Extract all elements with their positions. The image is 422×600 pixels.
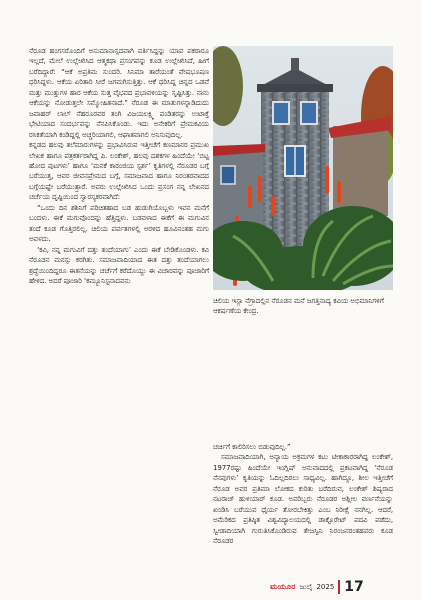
paragraph: ಕನ್ನಡದ ಹಲವು ತಲೆಮಾರುಗಳನ್ನು ಪ್ರಭಾವಿಸಿರುವ ಇತ್ತೀಚೆಗೆ ಕಣಮಾನರ ಪ್ರಮುಖ ಲೇಖಕ ಹಾಗೂ ಪತ್ರಕರ್ತರಾಗಿದ್ದ ಪಿ. ಲಂಕೇಶ್, ಹಲವು ದಶಕಗಳ ಹಿಂದೆಯೇ ‘ಬಿಟ್ಟ ಹೋದ ಪುಟಗಳು’ ಹಾಗೂ ‘ಮನಕೆ ಕಾರಂಜಿಯ ಸ್ಪರ್ಶ’ ಕೃತಿಗಳಲ್ಲಿ ನೆರೂಡರ ಬಗ್ಗೆ ಬರೆಯುತ್ತ, ಆವರ ಜೀವನಪ್ರೇಮದ ಬಗ್ಗೆ, ಸಮಾಜವಾದ ಹಾಗೂ ನಿರಂತರವಾದದ ಬಗ್ಗೆಯಷ್ಟೇ ಬರೆಯುತ್ತಾರೆ. ಅವರು ಉಲ್ಲೇಖಿಸಿದ ಒಂದು ಪ್ರಸಂಗ ನನ್ನ ಲೇಖನದ ಚರ್ಚೆಯ ದೃಷ್ಟಿಯಿಂದ ಸ್ವಾರಸ್ಯಕರವಾಗಿದೆ: [29,140,209,202]
paragraph: ನೆರೂಡ ಹಂಗಸರೊಂದಿಗೆ ಅನುಮಾನಾಸ್ಪದವಾಗಿ ವರ್ತಿಸಿದ್ದನ್ನು ಯಾವ ಪಕರಾರೂ ಇಲ್ಲದೆ, ಮೇಲೆ ಉಲ್ಲೇಖಿಸಿದ ಆತ್ಮಕಥಾ ಪ್ರಸಂಗವನ್ನು ಕೂಡ ಉಲ್ಲೇಖಿಸಿದೆ, ಹೀಗೆ ಬರೆದಿದ್ದಾರೆ: “ಆಕೆ ಅಪ್ರತಿಮ ಸುಂದರಿ. ಸಿನಿಮಾ ತಾರೆಯಂತೆ ವೇಷಭೂಷಣ ಧರಿಸಿದ್ದಳು. ಆಕೆಯ ಏರಿತಾರಿ ಸೀರೆ ಜಗಮಗಿಸುತ್ತಿತ್ತು. ಆಕೆ ಧರಿಸಿದ್ದ ಚಿನ್ನದ ಒಡವೆ ಮತ್ತು ಮುತ್ತುಗಳ ಹಾರ ಆಕೆಯ ಸುತ್ತ ವೈಭವದ ಪ್ರಭಾವಳಿಯನ್ನು ಸೃಷ್ಟಿಸಿತ್ತು. ನಾನು ಆಕೆಯನ್ನು ನೋಡುತ್ತಲೇ ಸಮ್ಮೋಹಿತನಾದೆ.” ನೆರೂಡ ಈ ಮಾತುಗಳನ್ನಾಡಿದುದು ಜವಾಹರ್ ಲಾಲ್ ನೆಹರೂರವರ ತಂಗಿ ವಿಜಯಲಕ್ಷ್ಮಿ ಪಂಡಿತರನ್ನು ಉಟಾಕ್ತೆ ಭೇಟಿಯಾದ ಸಂದರ್ಭವನ್ನು ನೆನಪಿಸಿಕೊಂಡು. ಇದು ಅನೇಕರಿಗೆ ಪ್ರೇಮಕವಿಯ ರಸಿಕತೆಯಾಗಿ ಕಂಡಿದ್ದಲ್ಲಿ ಅಚ್ಚರಿಯಾಗಲಿ, ಆಘಾತವಾಗಲಿ ಅನಿಸುವುದಿಲ್ಲ. [29,46,209,139]
house-photo [213,46,393,290]
left-column [29,46,209,286]
stone-tower-house-image [213,46,393,290]
paragraph: ಸಮಾಜವಾದಿಯಾಗಿ, ಅನ್ಯಾಯ ಅಕ್ರಮಗಳ ಕಟು ಟೀಕಾಕಾರರಾಗಿದ್ದ ಲಂಕೇಶ್, 1977ರಷ್ಟು ಹಿಂದೆಯೇ ಇಂಗ್ಲಿಷ್ ಅನುವಾದದಲ್ಲಿ ಪ್ರಕಟವಾಗಿದ್ದ ‘ನೆರೂಡ ನೆನಪುಗಳು’ ಕೃತಿಯನ್ನು ಓದಿಲ್ಲದಿರಲು ಸಾಧ್ಯವಿಲ್ಲ. ಹಾಗಿದ್ದೂ, ಶೀಲ ಇತ್ತೀಚೆಗೆ ನೆರೂಡ ಅವರ ಪ್ರತಿಮಾ ಲೋಕದ ಕುರಿತು ಬರೆದಿರುವ, ಲಂಕೇಶ್ ಶಿಷ್ಯರಾದ ನಟರಾಜ್ ಹುಳಿಯಾರ್ ಕೂಡ. ಅವರಿಬ್ಬರು ನೆರೂಡರ ಅಶ್ಲೀಲ ವರ್ಣನೆಯನ್ನು ಖಂಡಿಸಿ ಬರೆಯುವ ಧೈರ್ಯ ತೋರಬೇಕಿತ್ತು ಎಂಬ ನಿರೀಕ್ಷೆ ನನಗಿಲ್ಲ. ಆದರೆ, ಅಮೆರಿಕದ ಪ್ರತಿಷ್ಠಿತ ವಿಶ್ವವಿದ್ಯಾಲಯದಲ್ಲಿ ಡಾಕ್ಟೊರೇಟ್ ಪದವಿ ಪಡೆದು, ಸ್ವೀಡಾದಿಯಾಗಿ ಗುರುತಿಸಿಕೊಂಡಿರುವ ತೇಜಸ್ವಿನಿ ನಿರಂಜನರಂತಹವರು ಕೂಡ ನೆರೂಡರ [213,452,393,546]
right-column [213,442,393,547]
issue-year: 2025 [316,583,335,591]
quote-paragraph: “ಒಂದು ದಿನ ಶಶಿನಿಗೆ ಪರಿಚಿತಹಾದ ಬಡ ಹುಡುಗಿಯೊಬ್ಬಳು ಇವನ ಮನೆಗೆ ಬಂದಳು. ಈಕೆ ಮಗುವೊಂದನ್ನು ಹೆತ್ತಿದ್ದಳು. ಬಡವಳಾದ ಈಕೆಗೆ ಈ ಮಗುವಿನ ತಂದೆ ಕೂಡ ಗೊತ್ತಿರಲಿಲ್ಲ. ಚಿಲಿಯ ಪರ್ವತಗಳಲ್ಲಿ ಅರಳಿದ ಹೂವಿನಂತಹ ಮಗು ಅವಳದು. [29,202,209,244]
photo-caption: ಚಿಲಿಯ ಇಸ್ಲಾ ನೆಗ್ರಾದಲ್ಲಿನ ನೆರೂಡನ ಮನೆ ಜಗತ್ತಿನಾದ್ಯ ಕವಿಯ ಅಭಿಮಾನಿಗಳಿಗೆ ಆಕರ್ಷಣೆಯ ಕೇಂದ್ರ. [213,297,384,316]
quote-paragraph: ‘ಕವಿ, ನನ್ನ ಮಗುವಿಗೆ ದತ್ತು ತಂದೆಯಾಗು’ ಎಂದು ಈಕೆ ಬೇಡಿಕೊಂಡಳು. ಕವಿ ನೆರೂಡನ ಮನಸ್ಸು ಕರಗಿತು. ಸಮಾಜವಾದಿಯಾದ ಈತ ದತ್ತು ತಂದೆಯಾಗಲು ಶ್ರದ್ಧೆಯಿಂದಿದ್ದರೂ ಈತನೆಯನ್ನು ಚರ್ಚೆಗೆ ಕರೆದೊಯ್ದು ಈ ವಿಚಾರವನ್ನು ಪೂಜಾರಿಗೆ ಹೇಳಿದ. ಅದರೆ ಪೂಜಾರಿ ‘ಕಮ್ಯೂನಿಸ್ಟನಾದವನು [29,244,209,285]
page-number: 17 [344,579,364,595]
paragraph: ಚರ್ಚಿಗೆ ಕಾಲಿರಿಸಲು ಬಿಡುವುದಿಲ್ಲ.” [213,442,291,451]
magazine-brand: ಮಯೂರ [270,582,296,591]
footer-divider [338,580,340,594]
issue-month: ಜುಲೈ [299,582,313,591]
page-footer [270,579,364,595]
